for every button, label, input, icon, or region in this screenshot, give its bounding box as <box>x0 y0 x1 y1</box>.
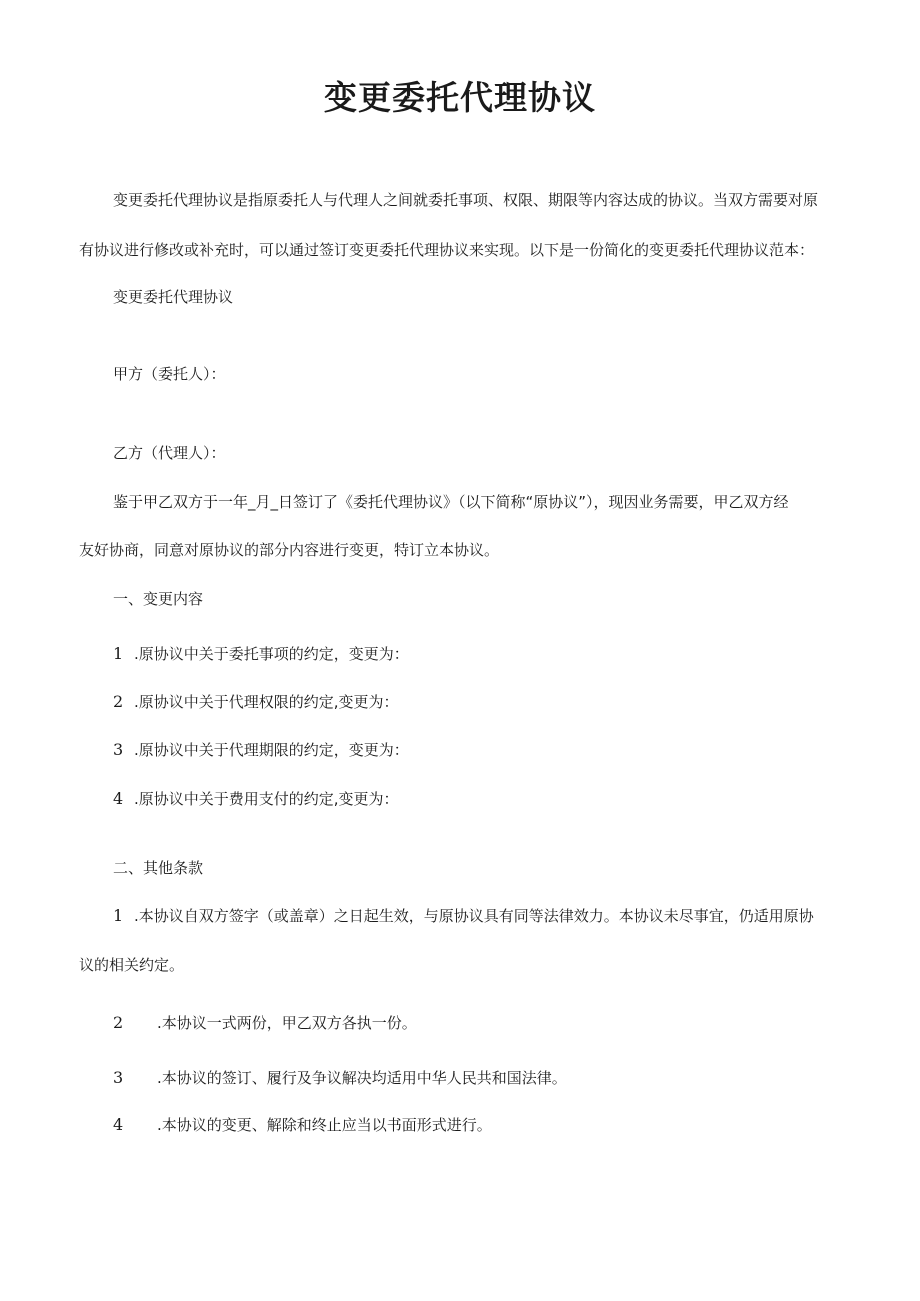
section-2-item-text-line-1: .本协议自双方签字（或盖章）之日起生效，与原协议具有同等法律效力。本协议未尽事宜，仍适用原协 <box>134 907 814 925</box>
recital-line-2: 友好协商，同意对原协议的部分内容进行变更，特订立本协议。 <box>79 541 500 559</box>
section-1-item-text: .原协议中关于费用支付的约定,变更为： <box>134 790 399 808</box>
section-2-item-number: 3 <box>113 1068 124 1087</box>
section-1-item-number: 4 <box>113 789 124 808</box>
section-1-heading: 一、变更内容 <box>113 590 204 608</box>
section-2-item-number: 4 <box>113 1115 124 1134</box>
recital-line-1: 鉴于甲乙双方于一年_月_日签订了《委托代理协议》（以下简称“原协议”），现因业务需要，甲乙双方经 <box>113 493 789 511</box>
section-1-item-text: .原协议中关于代理权限的约定,变更为： <box>134 693 399 711</box>
section-1-item-text: .原协议中关于代理期限的约定，变更为： <box>134 741 409 759</box>
section-2-heading: 二、其他条款 <box>113 859 204 877</box>
section-2-item-text: .本协议一式两份，甲乙双方各执一份。 <box>157 1014 417 1032</box>
intro-line-2: 有协议进行修改或补充时，可以通过签订变更委托代理协议来实现。以下是一份简化的变更委托代理协议范本： <box>79 241 815 259</box>
section-1-item-number: 3 <box>113 740 124 759</box>
section-1-item-number: 2 <box>113 692 124 711</box>
party-b-label: 乙方（代理人）： <box>113 444 226 462</box>
section-2-item-text: .本协议的签订、履行及争议解决均适用中华人民共和国法律。 <box>157 1069 567 1087</box>
agreement-subtitle: 变更委托代理协议 <box>113 288 234 306</box>
intro-line-1: 变更委托代理协议是指原委托人与代理人之间就委托事项、权限、期限等内容达成的协议。当双方需要对原 <box>113 191 819 209</box>
section-1-item-text: .原协议中关于委托事项的约定，变更为： <box>134 645 409 663</box>
section-1-item-number: 1 <box>113 644 124 663</box>
party-a-label: 甲方（委托人）： <box>113 365 226 383</box>
section-2-item-text: .本协议的变更、解除和终止应当以书面形式进行。 <box>157 1116 492 1134</box>
section-2-item-number: 1 <box>113 906 124 925</box>
section-2-item-number: 2 <box>113 1013 124 1032</box>
section-2-item-text-line-2: 议的相关约定。 <box>79 956 185 974</box>
document-title: 变更委托代理协议 <box>324 78 596 117</box>
